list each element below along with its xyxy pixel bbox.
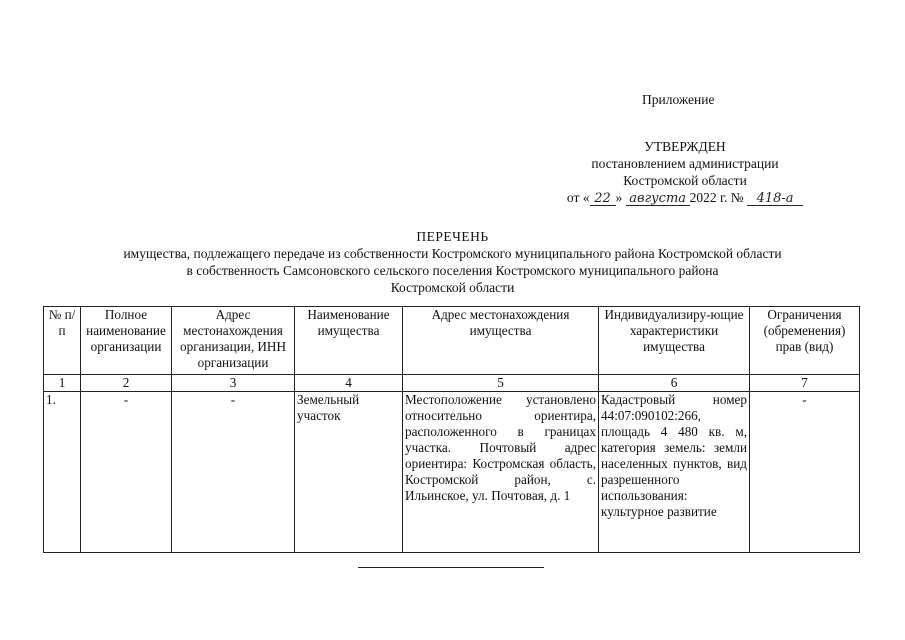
date-day-close: »: [615, 190, 623, 205]
date-prefix: от «: [566, 190, 590, 205]
property-name-cell: Земельный участок: [295, 392, 403, 553]
column-number: 7: [750, 375, 860, 392]
document-title-block: [60, 228, 845, 296]
table-row: [44, 392, 860, 553]
property-address-cell: Местоположение установлено относительно ориентира, расположенного в границах участка. Почтовый адрес ориентира: Костромская область, Костромской район, с. Ильинское, ул. Почтовая, д. 1: [403, 392, 599, 553]
approval-date-line: [560, 189, 810, 206]
title-line-2: в собственность Самсоновского сельского поселения Костромского муниципального района: [186, 263, 719, 278]
column-number: 2: [81, 375, 172, 392]
footer-divider: [358, 567, 544, 568]
row-number: 1.: [44, 392, 81, 553]
table-header-row: [44, 307, 860, 375]
column-number-row: [44, 375, 860, 392]
approval-line-1: постановлением администрации: [591, 156, 779, 171]
handwritten-month: августа: [626, 192, 690, 206]
header-cell: № п/п: [44, 307, 81, 375]
document-title: ПЕРЕЧЕНЬ: [416, 229, 489, 244]
title-line-3: Костромской области: [390, 280, 515, 295]
header-cell: Адрес местонахождения организации, ИНН организации: [172, 307, 295, 375]
column-number: 3: [172, 375, 295, 392]
org-address-cell: -: [172, 392, 295, 553]
approval-block: [560, 138, 810, 206]
characteristics-cell: Кадастровый номер 44:07:090102:266, площадь 4 480 кв. м, категория земель: земли населенных пунктов, вид разрешенного использования: культурное развитие: [599, 392, 750, 553]
column-number: 1: [44, 375, 81, 392]
column-number: 5: [403, 375, 599, 392]
property-table: [43, 306, 860, 553]
header-cell: Наименование имущества: [295, 307, 403, 375]
handwritten-day: 22: [590, 192, 616, 206]
column-number: 6: [599, 375, 750, 392]
approval-heading: УТВЕРЖДЕН: [644, 139, 726, 154]
header-cell: Полное наименование организации: [81, 307, 172, 375]
approval-line-2: Костромской области: [623, 173, 747, 188]
column-number: 4: [295, 375, 403, 392]
restrictions-cell: -: [750, 392, 860, 553]
org-name-cell: -: [81, 392, 172, 553]
header-cell: Индивидуализиру-ющие характеристики имущества: [599, 307, 750, 375]
title-line-1: имущества, подлежащего передаче из собственности Костромского муниципального района Костромской области: [123, 246, 782, 261]
header-cell: Ограничения (обременения) прав (вид): [750, 307, 860, 375]
header-cell: Адрес местонахождения имущества: [403, 307, 599, 375]
appendix-label: Приложение: [642, 92, 715, 107]
date-year: 2022 г. №: [689, 190, 744, 205]
handwritten-number: 418-а: [747, 192, 803, 206]
